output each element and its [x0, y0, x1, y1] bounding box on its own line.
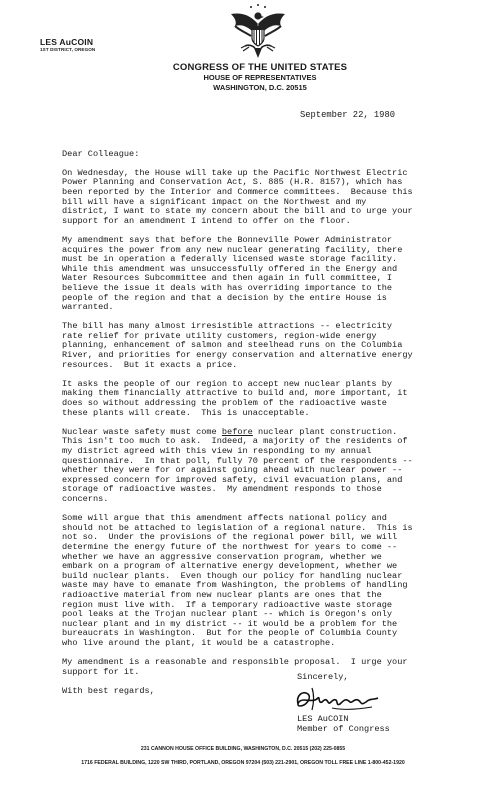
p5-pre: Nuclear waste safety must come: [62, 426, 222, 437]
sender-name: LES AuCOIN: [40, 37, 94, 47]
paragraph-5: This isn't too much to ask. Indeed, a majority of the residents of my district agreed with this view in responding to my annual questionnaire. In that poll, fully 70 percent of the respondents -- whether they were for or against going ahead with nuclear power -- expressed concern for improved safety, civil evacuation plans, and storage of radioactive wastes. My amendment responds to those concerns.: [62, 436, 413, 504]
letterhead-header: [150, 62, 370, 92]
city-line: WASHINGTON, D.C. 20515: [213, 82, 307, 92]
congress-title: CONGRESS OF THE UNITED STATES: [172, 62, 348, 73]
paragraph-2: My amendment says that before the Bonneville Power Administrator acquires the power from any new nuclear generating facility, there must be in operation a federally licensed waste storage facility. While this amendment was unsuccessfully offered in the Energy and Water Resources Subcommittee and then again in full committee, I believe the issue it deals with has overriding importance to the people of the region and that a decision by the entire House is warranted.: [62, 234, 403, 313]
paragraph-1: On Wednesday, the House will take up the Pacific Northwest Electric Power Planning and Conservation Act, S. 885 (H.R. 8157), which has been reported by the Interior and Commerce committees. Because this bill will have a significant impact on the Northwest and my district, I want to state my concern about the bill and to urge your support for an amendment I intend to offer on the floor.: [62, 167, 413, 226]
eagle-seal-icon: [225, 2, 291, 62]
letter-date: September 22, 1980: [300, 110, 396, 120]
sender-block: [40, 37, 95, 53]
footer-portland-address: 1716 FEDERAL BUILDING, 1220 SW THIRD, PORTLAND, OREGON 97204 (503) 221-2901, OREGON TOLL FREE LINE 1-800-452-1920: [81, 760, 405, 766]
footer-washington-address: 231 CANNON HOUSE OFFICE BUILDING, WASHINGTON, D.C. 20515 (202) 225-0855: [140, 746, 346, 752]
p5-underlined-word: before: [221, 426, 253, 437]
signer-title: Member of Congress: [297, 724, 390, 734]
house-title: HOUSE OF REPRESENTATIVES: [203, 73, 317, 82]
sign-off: With best regards,: [62, 685, 155, 696]
paragraph-7: My amendment is a reasonable and responsible proposal. I urge your support for it.: [62, 657, 408, 677]
signer-block: [297, 714, 390, 734]
salutation: Dear Colleague:: [62, 148, 140, 159]
handwritten-signature: [292, 680, 382, 716]
p5-post: nuclear plant construction.: [252, 426, 398, 437]
sender-district: 1ST DISTRICT, OREGON: [40, 47, 96, 52]
paragraph-4: It asks the people of our region to accept new nuclear plants by making them financially attractive to build and, more important, it does so without addressing the problem of the radioactive waste these plants will create. This is unacceptable.: [62, 378, 408, 418]
letter-body: [62, 128, 482, 716]
sincerely: Sincerely,: [297, 672, 349, 682]
paragraph-3: The bill has many almost irresistible attractions -- electricity rate relief for private utility customers, region-wide energy planning, enhancement of salmon and steelhead runs on the Columbia River, and priorities for energy conservation and alternative energy resources. But it exacts a price.: [62, 321, 413, 370]
signer-name: LES AuCOIN: [297, 714, 349, 724]
paragraph-6: Some will argue that this amendment affects national policy and should not be attached to legislation of a regional nature. This is not so. Under the provisions of the regional power bill, we will determine the energy future of the northwest for years to come -- whether we have an aggressive conservation program, whether we embark on a program of alternative energy development, whether we build nuclear plants. Even though our policy for handling nuclear waste may have to emanate from Washington, the problems of handling radioactive material from new nuclear plants are ones that the region must live with. If a temporary radioactive waste storage pool leaks at the Trojan nuclear plant -- which is Oregon's only nuclear plant and in my district -- it would be a problem for the bureaucrats in Washington. But for the people of Columbia County who live around the plant, it would be a catastrophe.: [62, 513, 413, 648]
